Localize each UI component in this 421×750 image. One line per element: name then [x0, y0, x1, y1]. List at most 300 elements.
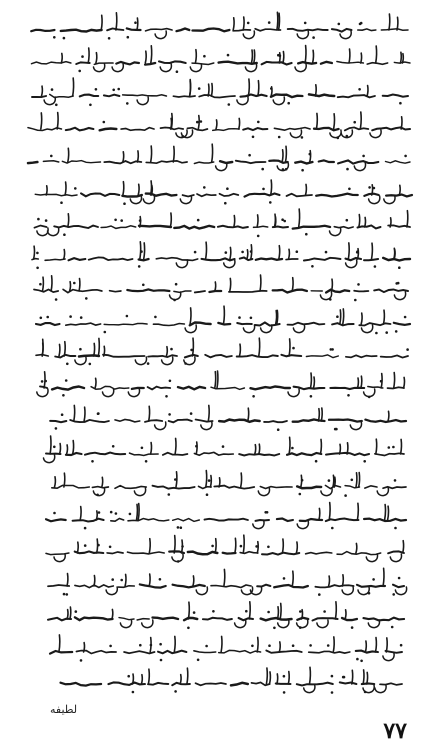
- ink-stroke: [386, 161, 411, 163]
- ink-stroke: [199, 95, 235, 98]
- ink-stroke: [278, 620, 289, 628]
- ink-dot: [98, 511, 101, 514]
- ink-dot: [66, 593, 69, 596]
- ink-stroke: [96, 53, 97, 63]
- ink-stroke: [363, 670, 364, 684]
- ink-dot: [126, 315, 129, 318]
- ink-stroke: [180, 196, 191, 204]
- ink-stroke: [44, 455, 55, 463]
- ink-stroke: [128, 389, 139, 397]
- ink-dot: [168, 413, 171, 416]
- ink-stroke: [196, 587, 207, 595]
- ink-dot: [250, 250, 253, 253]
- ink-stroke: [367, 86, 368, 97]
- ink-stroke: [401, 117, 402, 129]
- ink-dot: [248, 154, 251, 157]
- ink-stroke: [34, 290, 58, 293]
- ink-dot: [150, 644, 153, 647]
- ink-stroke: [380, 683, 402, 685]
- ink-dot: [368, 186, 371, 189]
- ink-stroke: [280, 603, 281, 619]
- ink-stroke: [92, 487, 108, 488]
- ink-dot: [346, 168, 349, 171]
- ink-stroke: [350, 422, 361, 430]
- ink-stroke: [304, 685, 315, 693]
- ink-stroke: [197, 194, 216, 196]
- ink-dot: [177, 526, 180, 529]
- ink-stroke: [243, 535, 244, 553]
- ink-dot: [53, 446, 56, 449]
- ink-dot: [175, 283, 178, 286]
- ink-dot: [331, 691, 334, 694]
- ink-stroke: [388, 551, 404, 553]
- ink-stroke: [206, 242, 207, 259]
- ink-dot: [351, 626, 354, 629]
- ink-stroke: [386, 638, 387, 652]
- ink-dot: [127, 36, 130, 39]
- ink-dot: [103, 121, 106, 124]
- ink-stroke: [395, 587, 406, 595]
- ink-stroke: [135, 357, 146, 365]
- ink-dot: [241, 251, 244, 254]
- ink-stroke: [41, 113, 42, 129]
- ink-dot: [95, 88, 98, 91]
- ink-stroke: [361, 313, 362, 324]
- ink-stroke: [80, 507, 81, 520]
- ink-dot: [305, 233, 308, 236]
- ink-stroke: [329, 420, 362, 422]
- ink-dot: [299, 626, 302, 629]
- ink-dot: [104, 331, 107, 334]
- ink-dot: [240, 545, 243, 548]
- ink-stroke: [273, 290, 307, 293]
- ink-dot: [337, 137, 340, 140]
- ink-stroke: [274, 585, 308, 588]
- ink-stroke: [288, 389, 299, 397]
- ink-stroke: [332, 29, 352, 32]
- ink-stroke: [390, 554, 401, 562]
- ink-dot: [169, 380, 172, 383]
- ink-stroke: [278, 607, 279, 619]
- ink-dot: [283, 577, 286, 580]
- ink-dot: [84, 544, 87, 547]
- ink-dot: [404, 155, 407, 158]
- ink-stroke: [84, 407, 85, 421]
- ink-stroke: [292, 278, 293, 291]
- ink-dot: [380, 380, 383, 383]
- ink-stroke: [153, 486, 195, 489]
- ink-stroke: [255, 445, 256, 454]
- manuscript-line: [48, 602, 404, 629]
- manuscript-line: [37, 371, 405, 398]
- ink-stroke: [123, 182, 124, 195]
- ink-dot: [398, 577, 401, 580]
- ink-dot: [273, 627, 276, 630]
- ink-stroke: [64, 473, 65, 487]
- ink-stroke: [234, 216, 235, 227]
- ink-stroke: [65, 182, 66, 195]
- ink-stroke: [326, 519, 359, 522]
- ink-stroke: [218, 226, 248, 228]
- ink-stroke: [80, 95, 98, 97]
- ink-stroke: [112, 64, 123, 72]
- ink-stroke: [305, 46, 306, 64]
- ink-stroke: [149, 539, 150, 553]
- ink-stroke: [51, 276, 52, 291]
- ink-stroke: [70, 420, 109, 422]
- ink-stroke: [64, 342, 65, 356]
- ink-stroke: [335, 602, 336, 619]
- ink-dot: [312, 36, 315, 39]
- ink-stroke: [110, 291, 121, 292]
- ink-stroke: [394, 249, 395, 259]
- ink-dot: [97, 412, 100, 415]
- ink-stroke: [148, 387, 171, 390]
- ink-dot: [45, 219, 48, 222]
- ink-stroke: [342, 575, 343, 586]
- ink-stroke: [288, 672, 289, 685]
- ink-stroke: [50, 436, 51, 454]
- ink-dot: [174, 690, 177, 693]
- ink-stroke: [32, 62, 71, 64]
- ink-stroke: [293, 325, 304, 333]
- ink-dot: [174, 478, 177, 481]
- ink-dot: [61, 413, 64, 416]
- ink-stroke: [103, 355, 145, 357]
- ink-stroke: [358, 29, 376, 31]
- ink-dot: [89, 363, 92, 366]
- ink-stroke: [166, 347, 167, 356]
- ink-stroke: [247, 250, 248, 259]
- ink-dot: [406, 348, 409, 351]
- ink-stroke: [337, 552, 381, 555]
- ink-stroke: [46, 454, 61, 455]
- ink-stroke: [116, 13, 117, 30]
- ink-dot: [336, 315, 339, 318]
- ink-dot: [139, 644, 142, 647]
- ink-stroke: [235, 538, 236, 553]
- ink-stroke: [407, 211, 408, 227]
- ink-stroke: [151, 46, 152, 63]
- ink-stroke: [180, 675, 181, 684]
- ink-stroke: [50, 421, 66, 422]
- ink-stroke: [132, 388, 144, 389]
- ink-stroke: [402, 54, 403, 63]
- ink-dot: [197, 659, 200, 662]
- ink-dot: [139, 219, 142, 222]
- ink-stroke: [383, 258, 410, 261]
- ink-stroke: [127, 28, 141, 30]
- ink-stroke: [190, 323, 211, 326]
- ink-stroke: [34, 246, 35, 259]
- ink-dot: [55, 298, 58, 301]
- ink-dot: [323, 610, 326, 613]
- ink-stroke: [260, 275, 261, 291]
- ink-dot: [301, 169, 304, 172]
- ink-stroke: [297, 521, 308, 529]
- ink-stroke: [104, 346, 105, 356]
- ink-stroke: [381, 29, 408, 30]
- ink-stroke: [326, 290, 349, 293]
- ink-dot: [184, 362, 187, 365]
- ink-dot: [315, 460, 318, 463]
- ink-stroke: [140, 584, 166, 587]
- ink-stroke: [279, 13, 280, 30]
- ink-stroke: [141, 675, 142, 684]
- ink-stroke: [107, 552, 123, 554]
- ink-stroke: [277, 519, 293, 522]
- ink-stroke: [385, 505, 386, 521]
- ink-stroke: [153, 324, 184, 326]
- ink-dot: [44, 380, 47, 383]
- ink-dot: [91, 460, 94, 463]
- ink-dot: [109, 546, 112, 549]
- ink-stroke: [128, 519, 169, 521]
- ink-stroke: [216, 120, 217, 129]
- manuscript-line: [52, 471, 406, 497]
- ink-dot: [404, 316, 407, 319]
- ink-stroke: [314, 377, 315, 388]
- ink-stroke: [121, 128, 154, 131]
- ink-stroke: [36, 323, 60, 325]
- ink-stroke: [277, 674, 278, 684]
- ink-stroke: [297, 618, 308, 620]
- ink-dot: [111, 578, 114, 581]
- ink-dot: [129, 513, 132, 516]
- ink-stroke: [43, 277, 44, 291]
- ink-dot: [356, 251, 359, 254]
- ink-stroke: [279, 53, 280, 63]
- ink-stroke: [108, 682, 144, 685]
- ink-stroke: [231, 683, 248, 686]
- ink-stroke: [193, 338, 194, 356]
- ink-stroke: [262, 62, 292, 65]
- ink-stroke: [388, 411, 389, 421]
- ink-stroke: [359, 473, 360, 487]
- ink-stroke: [194, 651, 216, 653]
- ink-dot: [299, 493, 302, 496]
- ink-stroke: [139, 226, 171, 227]
- manuscript-line: [50, 405, 406, 431]
- ink-stroke: [151, 186, 152, 196]
- ink-dot: [78, 70, 81, 73]
- ink-stroke: [91, 386, 129, 389]
- ink-stroke: [275, 214, 276, 227]
- ink-dot: [154, 316, 157, 319]
- ink-stroke: [46, 519, 66, 521]
- manuscript-line: [32, 242, 410, 269]
- ink-stroke: [360, 112, 361, 129]
- ink-dot: [84, 527, 87, 530]
- ink-stroke: [241, 95, 267, 97]
- manuscript-line: [36, 306, 410, 334]
- ink-stroke: [304, 258, 341, 261]
- ink-stroke: [294, 387, 325, 390]
- ink-stroke: [282, 539, 283, 553]
- ink-dot: [225, 251, 228, 254]
- ink-stroke: [358, 225, 381, 228]
- ink-dot: [55, 427, 58, 430]
- ink-stroke: [390, 218, 391, 227]
- ink-dot: [283, 675, 286, 678]
- ink-stroke: [55, 477, 56, 487]
- ink-stroke: [116, 62, 139, 65]
- ink-stroke: [404, 377, 405, 388]
- ink-dot: [75, 610, 78, 613]
- ink-dot: [147, 362, 150, 365]
- ink-stroke: [174, 636, 175, 652]
- ink-stroke: [237, 355, 278, 357]
- ink-stroke: [190, 64, 201, 72]
- ink-stroke: [229, 291, 267, 292]
- ink-dot: [400, 644, 403, 647]
- ink-stroke: [313, 50, 314, 63]
- ink-stroke: [381, 355, 408, 357]
- ink-stroke: [237, 97, 248, 105]
- ink-stroke: [193, 576, 194, 586]
- ink-dot: [262, 188, 265, 191]
- ink-stroke: [101, 226, 136, 229]
- ink-dot: [194, 251, 197, 254]
- ink-stroke: [67, 445, 68, 454]
- ink-dot: [328, 479, 331, 482]
- ink-stroke: [103, 389, 114, 397]
- ink-dot: [198, 87, 201, 90]
- manuscript-line: [28, 112, 410, 139]
- ink-stroke: [151, 146, 152, 162]
- ink-dot: [196, 121, 199, 124]
- ink-dot: [159, 578, 162, 581]
- ink-stroke: [52, 485, 90, 488]
- ink-stroke: [54, 226, 98, 229]
- ink-stroke: [248, 79, 249, 96]
- ink-dot: [142, 284, 145, 287]
- ink-stroke: [365, 641, 366, 652]
- ink-stroke: [256, 520, 270, 521]
- ink-stroke: [364, 389, 375, 397]
- ink-stroke: [330, 388, 364, 389]
- manuscript-line: [46, 503, 406, 530]
- ink-dot: [51, 88, 54, 91]
- ink-dot: [110, 511, 113, 514]
- ink-stroke: [334, 114, 335, 129]
- manuscript-line: [36, 338, 409, 365]
- ink-stroke: [394, 292, 405, 300]
- ink-dot: [120, 219, 123, 222]
- ink-dot: [301, 136, 304, 139]
- ink-stroke: [162, 357, 173, 365]
- ink-dot: [394, 527, 397, 530]
- ink-stroke: [352, 670, 353, 684]
- ink-dot: [117, 88, 120, 91]
- ink-stroke: [137, 97, 148, 105]
- ink-stroke: [68, 214, 69, 227]
- ink-stroke: [46, 186, 47, 195]
- manuscript-line: [34, 209, 410, 237]
- ink-dot: [346, 219, 349, 222]
- ink-stroke: [203, 618, 232, 620]
- ink-dot: [360, 660, 363, 663]
- ink-stroke: [69, 258, 86, 260]
- ink-stroke: [224, 569, 225, 586]
- ink-dot: [81, 55, 84, 58]
- ink-dot: [245, 610, 248, 613]
- ink-stroke: [254, 226, 268, 227]
- ink-stroke: [248, 408, 249, 421]
- ink-stroke: [257, 215, 258, 227]
- ink-dot: [304, 22, 307, 25]
- ink-stroke: [115, 486, 146, 489]
- ink-stroke: [306, 552, 332, 554]
- ink-dot: [329, 298, 332, 301]
- ink-stroke: [223, 553, 236, 554]
- ink-dot: [398, 266, 401, 269]
- ink-stroke: [345, 486, 359, 488]
- ink-stroke: [173, 585, 205, 588]
- ink-stroke: [85, 453, 125, 455]
- ink-dot: [66, 363, 69, 366]
- ink-stroke: [236, 161, 266, 164]
- ink-dot: [127, 675, 130, 678]
- ink-dot: [395, 330, 398, 333]
- ink-dot: [222, 445, 225, 448]
- ink-stroke: [171, 114, 172, 130]
- ink-dot: [195, 445, 198, 448]
- ink-stroke: [309, 651, 350, 653]
- ink-stroke: [175, 438, 176, 454]
- ink-stroke: [365, 420, 406, 422]
- ink-stroke: [345, 610, 346, 619]
- ink-stroke: [48, 228, 59, 236]
- ink-dot: [372, 578, 375, 581]
- ink-stroke: [170, 213, 171, 227]
- ink-stroke: [61, 53, 62, 63]
- ink-dot: [399, 102, 402, 105]
- ink-stroke: [61, 30, 102, 32]
- ink-stroke: [64, 250, 65, 260]
- ink-dot: [63, 593, 66, 596]
- ink-stroke: [96, 511, 97, 520]
- ink-stroke: [401, 439, 402, 454]
- manuscript-line: [31, 12, 408, 39]
- ink-dot: [292, 347, 295, 350]
- ink-stroke: [240, 344, 241, 356]
- ink-stroke: [100, 129, 117, 131]
- ink-dot: [374, 265, 377, 268]
- ink-stroke: [329, 576, 330, 586]
- ink-stroke: [34, 226, 46, 228]
- ink-stroke: [286, 146, 287, 162]
- ink-stroke: [178, 387, 205, 390]
- ink-stroke: [314, 128, 339, 130]
- ink-stroke: [289, 249, 290, 259]
- manuscript-line: [46, 535, 404, 563]
- ink-stroke: [374, 290, 408, 293]
- ink-stroke: [93, 488, 104, 496]
- ink-stroke: [75, 551, 104, 553]
- ink-stroke: [376, 439, 377, 454]
- ink-stroke: [208, 405, 209, 421]
- ink-dot: [391, 626, 394, 629]
- ink-dot: [181, 135, 184, 138]
- ink-dot: [318, 593, 321, 596]
- ink-stroke: [340, 444, 341, 454]
- ink-stroke: [42, 339, 43, 356]
- ink-stroke: [94, 343, 95, 356]
- ink-stroke: [75, 357, 86, 365]
- ink-dot: [181, 545, 184, 548]
- ink-dot: [55, 104, 58, 107]
